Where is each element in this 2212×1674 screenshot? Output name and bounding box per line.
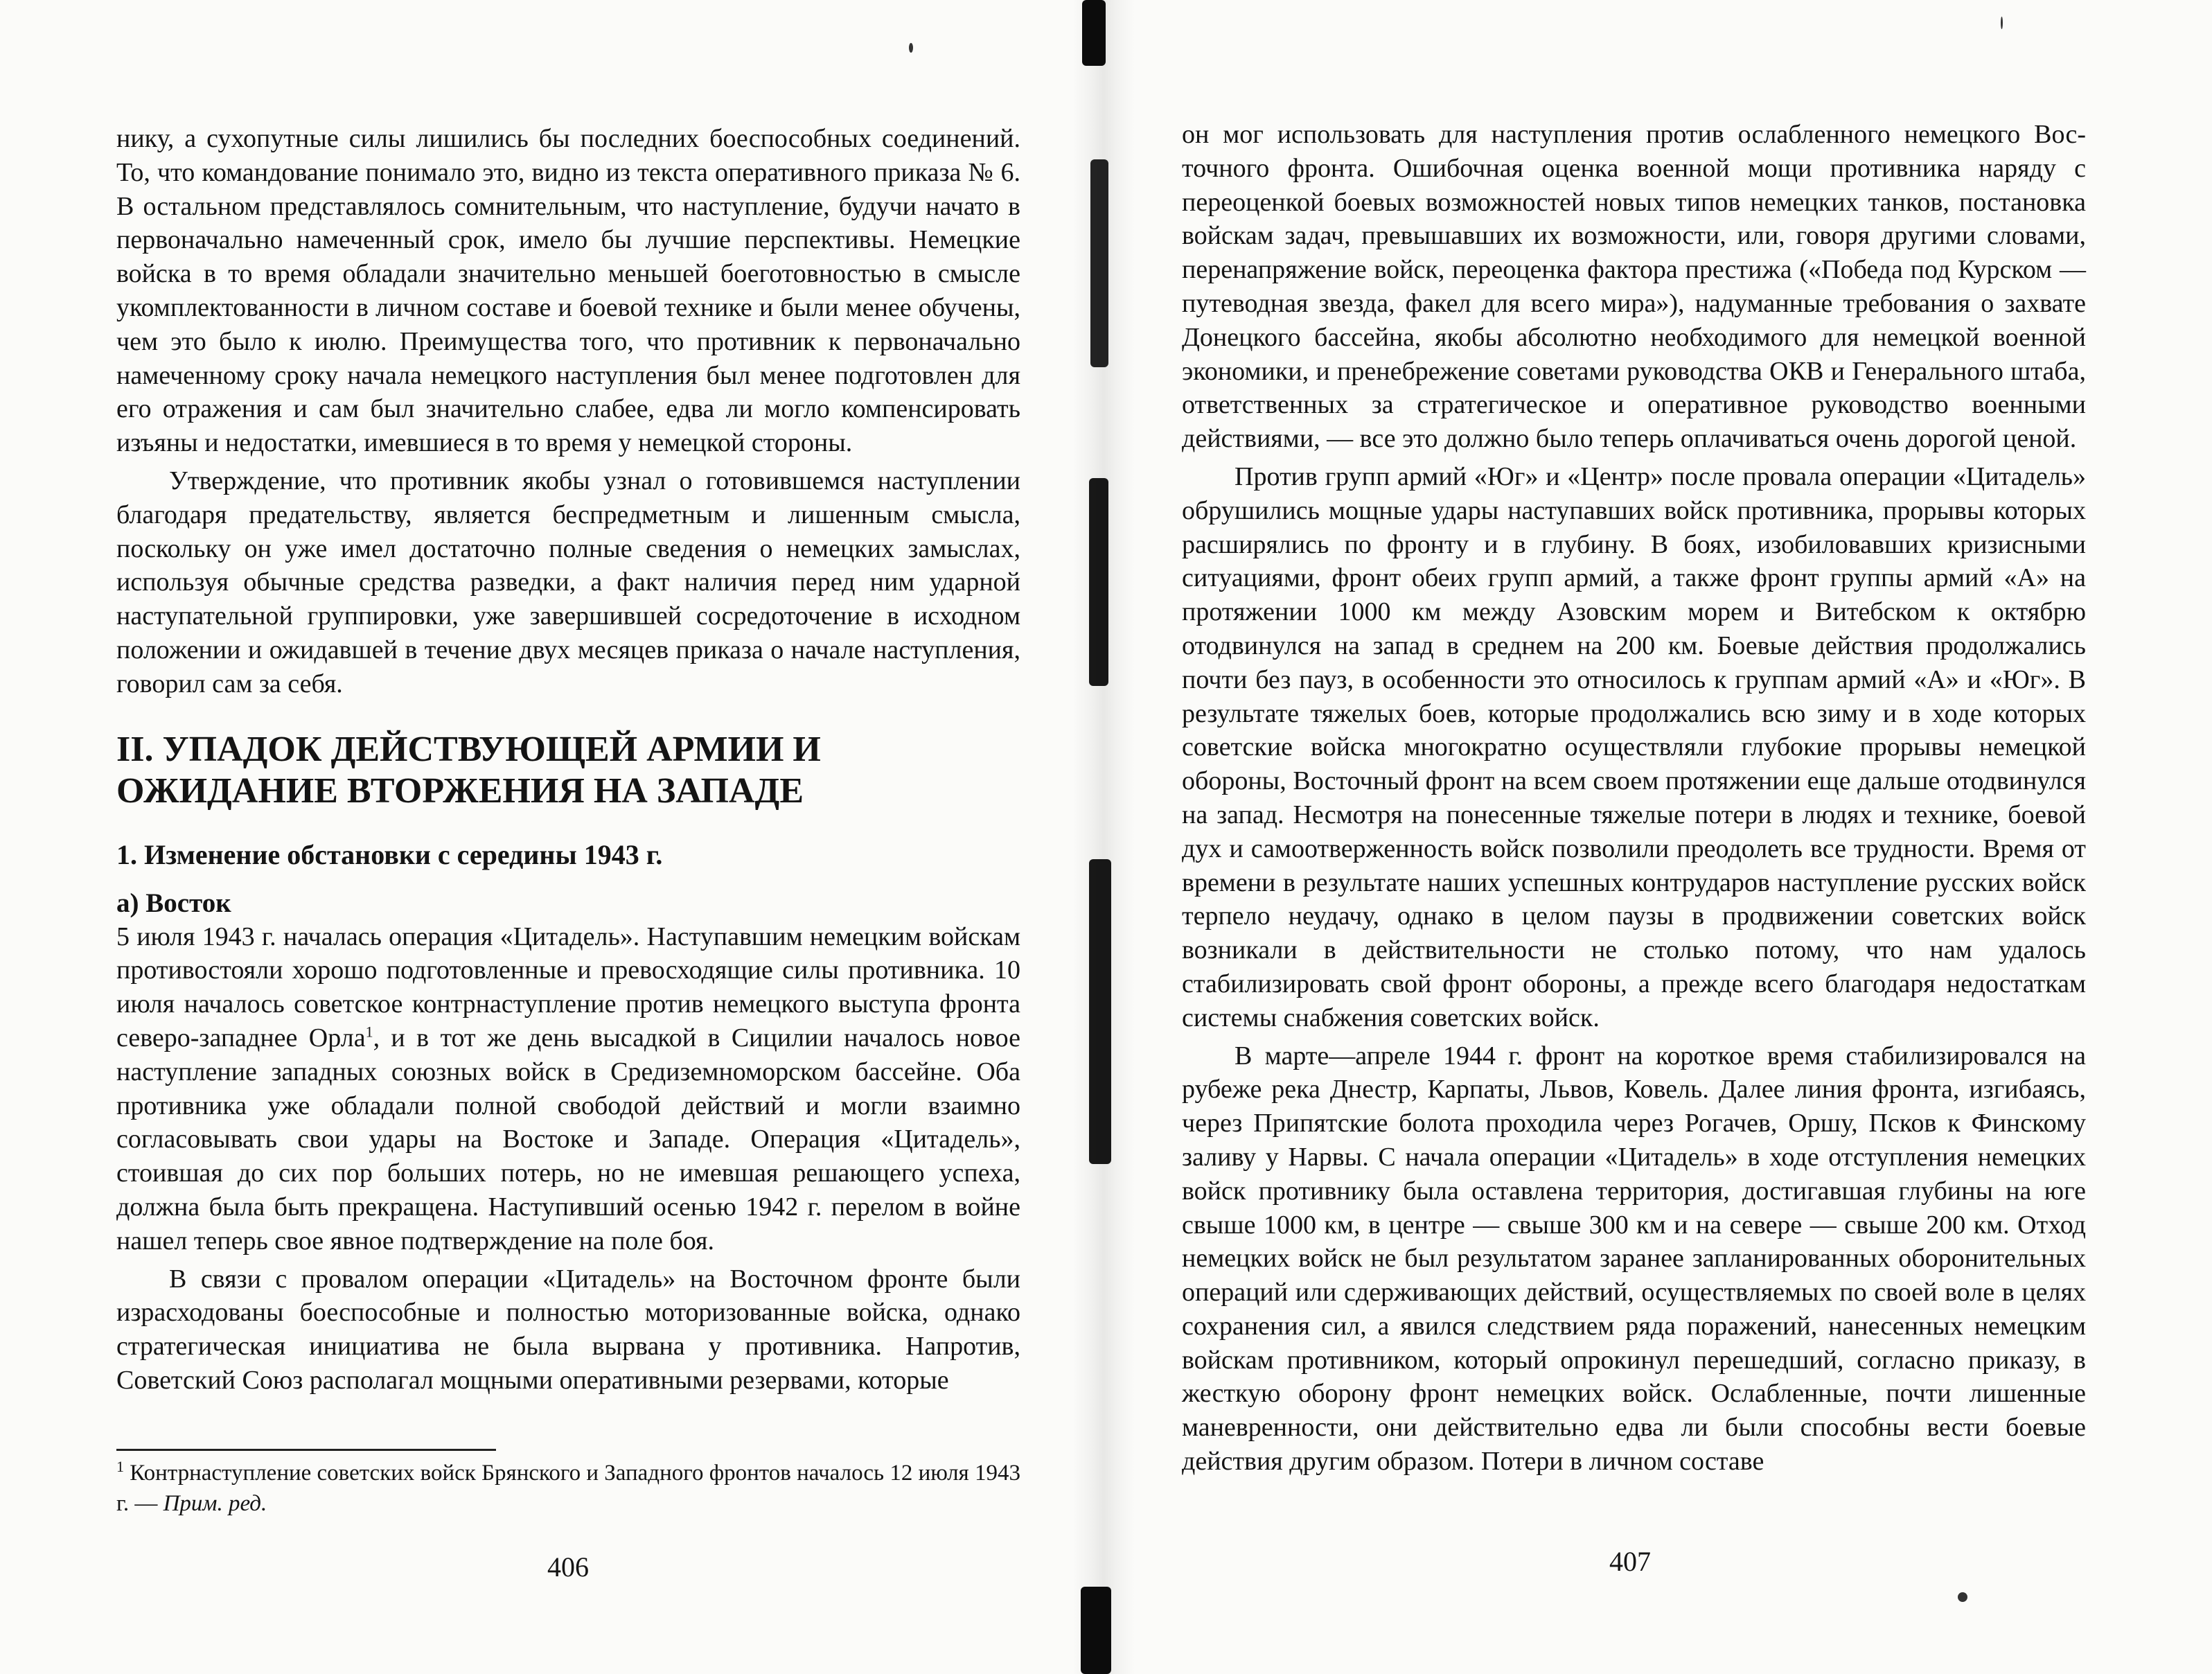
paragraph: В связи с провалом операции «Цитадель» на Восточном фронте были израсходованы боеспособные и полностью моторизованные войска, однако стратегическая инициатива не была вырвана у противника. Напротив, Советский Союз располагал мощными оперативными резервами, которые — [116, 1264, 1020, 1395]
paragraph: нику, а сухопутные силы лишились бы последних боеспособных соединений. То, что командование понимало это, видно из текста оперативного приказа № 6. В остальном представлялось сомнительным, что наступление, будучи начато в первоначально намеченный срок, имело бы лучшие перспективы. Немецкие войска в то время обладали значительно меньшей боеготовностью в смысле укомплектованности в личном составе и боевой технике и были менее обучены, чем это было к июлю. Преимущества того, что противник к первоначально намеченному сроку начала немецкого наступления был менее подготовлен для его отражения и сам был значительно слабее, едва ли могло компенсировать изъяны и недостатки, имевшиеся в то время у немецкой стороны. — [116, 124, 1020, 458]
footnote-divider — [116, 1449, 496, 1451]
scan-artifact — [1090, 159, 1108, 367]
chapter-heading: II. УПАДОК ДЕЙСТВУЮЩЕЙ АРМИИ И ОЖИДАНИЕ ВТОРЖЕНИЯ НА ЗАПАДЕ — [116, 729, 821, 811]
left-page-text — [116, 122, 1020, 1398]
paragraph: Утверждение, что противник якобы узнал о готовившемся наступлении благодаря предательству, является беспредметным и лишенным смысла, поскольку он уже имел достаточно полные сведения о немецких замыслах, используя обычные средства разведки, а факт наличия перед ним ударной наступательной группировки, уже завершившей сосредоточение в исходном положении и ожидавшей в течение двух месяцев приказа о начале наступления, говорил сам за себя. — [116, 466, 1020, 698]
paragraph-east-part-2: , и в тот же день высадкой в Сицилии началось новое наступление западных союзных войск в Средиземноморском бассейне. Оба противника уже обладали полной свободой действий и могли взаимно согласовывать свои удары на Востоке и Западе. Операция «Цитадель», стоившая до сих пор больших потерь, но не имевшая решающего успеха, должна была быть прекращена. Наступивший осенью 1942 г. перелом в войне нашел теперь свое явное подтверждение на поле боя. — [116, 1023, 1020, 1256]
scan-artifact — [1082, 0, 1106, 66]
scan-speck — [2001, 17, 2003, 29]
footnote-marker: 1 — [116, 1458, 124, 1475]
paragraph: Против групп армий «Юг» и «Центр» после провала операции «Цитадель» обрушились мощные удары наступавших войск противника, прорывы которых расширялись по фронту и в глубину. В боях, изобиловавших кризисными ситуациями, фронт обеих групп армий, а также фронт группы армий «А» на протяжении 1000 км между Азовским морем и Витебском к октябрю отодвинулся на запад в среднем на 200 км. Боевые действия продолжались почти без пауз, в особенности это относилось к группам армий «А» и «Юг». В результате тяжелых боев, которые продолжались всю зиму и в ходе которых советские войска многократно осуществляли глубокие прорывы немецкой обороны, Восточный фронт на всем своем протяжении еще дальше отодвинулся на запад. Несмотря на понесенные тяжелые потери в людях и технике, боевой дух и самоотверженность войск позволили преодолеть все трудности. Время от времени в результате наших успешных контрударов наступление русских войск терпело неудачу, однако в целом паузы в продвижении советских войск возникали в действительности не столько потому, что нам удалось стабилизировать свой фронт обороны, а прежде всего благодаря недостаткам системы снабжения советских войск. — [1182, 461, 2086, 1032]
paragraph: В марте—апреле 1944 г. фронт на короткое время стабилизировался на рубеже река Днестр, Карпаты, Львов, Ковель. Далее линия фронта, изгибаясь, через Припятские болота проходила через Рогачев, Оршу, Псков к Финскому заливу у Нарвы. С начала операции «Цитадель» в ходе отступления немецких войск противнику была оставлена территория, достигавшая глубины на юге свыше 1000 км, в центре — свыше 300 км и на севере — свыше 200 км. Отход немецких войск не был результатом заранее запланированных оборонительных операций или сдерживающих действий, осуществляемых по своей воле в целях сохранения сил, а явился следствием ряда поражений, нанесенных немецким войскам противником, который опрокинул перешедший, согласно приказу, в жесткую оборону фронт немецких войск. Ослабленные, почти лишенные маневренности, они действительно едва ли были способны вести боевые действия другим образом. Потери в личном составе — [1182, 1041, 2086, 1477]
footnote-reference: 1 — [365, 1023, 373, 1041]
section-heading: 1. Изменение обстановки с середины 1943 г. — [116, 838, 663, 870]
scan-artifact — [1089, 478, 1108, 686]
scan-artifact — [1089, 859, 1111, 1164]
page-number-left: 406 — [547, 1551, 589, 1583]
subsection-heading: а) Восток — [116, 888, 231, 918]
paragraph: он мог использовать для наступления против ослабленного немецкого Восточного фронта. Ошибочная оценка военной мощи противника наряду с переоценкой боевых возможностей новых типов немецких танков, постановка войскам задач, превышавших их возможности, или, говоря другими словами, перенапряжение войск, переоценка фактора престижа («Победа под Курском — путеводная звезда, факел для всего мира»), надуманные требования о захвате Донецкого бассейна, якобы абсолютно необходимого для немецкой военной экономики, и пренебрежение советами руководства ОКВ и Генерального штаба, ответственных за стратегическое и оперативное руководство военными действиями, — все это должно было теперь оплачиваться очень дорогой ценой. — [1182, 120, 2086, 454]
right-page — [1106, 0, 2212, 1674]
footnote — [116, 1458, 1020, 1519]
scan-artifact — [1081, 1587, 1111, 1674]
footnote-text: Контрнаступление советских войск Брянского и Западного фронтов началось 12 июля 1943 г. — — [116, 1461, 1020, 1516]
paragraph-east — [116, 920, 1020, 1258]
paragraph-east-part-1: 5 июля 1943 г. началась операция «Цитадель». Наступавшим немецким войскам противостояли хорошо подготовленные и превосходящие силы противника. 10 июля началось советское контрнаступление против немецкого выступа фронта северо-западнее Орла — [116, 922, 1020, 1052]
scan-speck — [1958, 1592, 1967, 1602]
scan-speck — [909, 43, 913, 53]
right-page-text — [1182, 118, 2086, 1479]
footnote-editor-note: Прим. ред. — [163, 1491, 267, 1516]
page-number-right: 407 — [1609, 1546, 1651, 1577]
